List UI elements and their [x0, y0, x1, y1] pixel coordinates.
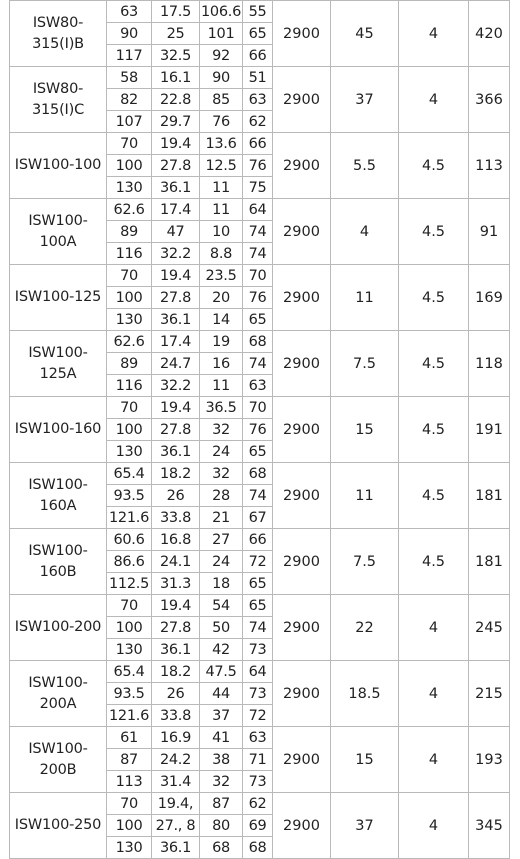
flow-ls-cell: 17.4 [152, 331, 200, 353]
efficiency-cell: 74 [243, 221, 273, 243]
head-cell: 37 [200, 705, 243, 727]
flow-m3h-cell: 93.5 [107, 485, 152, 507]
power-cell: 7.5 [331, 529, 399, 595]
head-cell: 28 [200, 485, 243, 507]
weight-cell: 113 [469, 133, 510, 199]
efficiency-cell: 70 [243, 397, 273, 419]
efficiency-cell: 66 [243, 133, 273, 155]
head-cell: 50 [200, 617, 243, 639]
efficiency-cell: 73 [243, 683, 273, 705]
head-cell: 24 [200, 551, 243, 573]
flow-ls-cell: 19.4, [152, 793, 200, 815]
efficiency-cell: 70 [243, 265, 273, 287]
flow-ls-cell: 32.5 [152, 45, 200, 67]
speed-cell: 2900 [273, 133, 331, 199]
flow-m3h-cell: 70 [107, 133, 152, 155]
flow-m3h-cell: 100 [107, 155, 152, 177]
table-row [10, 265, 510, 287]
flow-ls-cell: 36.1 [152, 177, 200, 199]
head-cell: 32 [200, 771, 243, 793]
table-row [10, 67, 510, 89]
weight-cell: 420 [469, 1, 510, 67]
flow-ls-cell: 17.4 [152, 199, 200, 221]
efficiency-cell: 62 [243, 111, 273, 133]
head-cell: 76 [200, 111, 243, 133]
npsh-cell: 4.5 [399, 331, 469, 397]
flow-ls-cell: 27.8 [152, 155, 200, 177]
power-cell: 45 [331, 1, 399, 67]
flow-m3h-cell: 65.4 [107, 463, 152, 485]
head-cell: 85 [200, 89, 243, 111]
spec-table-container [9, 0, 510, 859]
flow-ls-cell: 16.8 [152, 529, 200, 551]
head-cell: 41 [200, 727, 243, 749]
head-cell: 11 [200, 177, 243, 199]
flow-ls-cell: 31.3 [152, 573, 200, 595]
efficiency-cell: 62 [243, 793, 273, 815]
efficiency-cell: 76 [243, 287, 273, 309]
speed-cell: 2900 [273, 529, 331, 595]
efficiency-cell: 65 [243, 23, 273, 45]
power-cell: 4 [331, 199, 399, 265]
efficiency-cell: 63 [243, 375, 273, 397]
flow-m3h-cell: 58 [107, 67, 152, 89]
head-cell: 12.5 [200, 155, 243, 177]
speed-cell: 2900 [273, 661, 331, 727]
efficiency-cell: 64 [243, 661, 273, 683]
table-row [10, 133, 510, 155]
model-cell: ISW100-125A [10, 331, 107, 397]
head-cell: 87 [200, 793, 243, 815]
head-cell: 47.5 [200, 661, 243, 683]
power-cell: 11 [331, 265, 399, 331]
efficiency-cell: 69 [243, 815, 273, 837]
efficiency-cell: 73 [243, 639, 273, 661]
efficiency-cell: 68 [243, 463, 273, 485]
flow-m3h-cell: 61 [107, 727, 152, 749]
efficiency-cell: 51 [243, 67, 273, 89]
flow-ls-cell: 24.7 [152, 353, 200, 375]
flow-ls-cell: 19.4 [152, 397, 200, 419]
flow-m3h-cell: 100 [107, 287, 152, 309]
flow-m3h-cell: 86.6 [107, 551, 152, 573]
table-row [10, 397, 510, 419]
flow-ls-cell: 18.2 [152, 463, 200, 485]
head-cell: 27 [200, 529, 243, 551]
head-cell: 92 [200, 45, 243, 67]
head-cell: 10 [200, 221, 243, 243]
table-row [10, 1, 510, 23]
model-cell: ISW100-160 [10, 397, 107, 463]
head-cell: 101 [200, 23, 243, 45]
flow-m3h-cell: 65.4 [107, 661, 152, 683]
table-row [10, 529, 510, 551]
npsh-cell: 4 [399, 1, 469, 67]
head-cell: 90 [200, 67, 243, 89]
table-row [10, 661, 510, 683]
head-cell: 54 [200, 595, 243, 617]
flow-m3h-cell: 112.5 [107, 573, 152, 595]
flow-ls-cell: 24.2 [152, 749, 200, 771]
efficiency-cell: 73 [243, 771, 273, 793]
head-cell: 23.5 [200, 265, 243, 287]
flow-m3h-cell: 130 [107, 177, 152, 199]
table-row [10, 199, 510, 221]
model-cell: ISW100-200A [10, 661, 107, 727]
npsh-cell: 4.5 [399, 463, 469, 529]
flow-m3h-cell: 130 [107, 837, 152, 859]
flow-m3h-cell: 107 [107, 111, 152, 133]
head-cell: 32 [200, 463, 243, 485]
efficiency-cell: 71 [243, 749, 273, 771]
head-cell: 8.8 [200, 243, 243, 265]
efficiency-cell: 72 [243, 551, 273, 573]
head-cell: 11 [200, 375, 243, 397]
power-cell: 15 [331, 727, 399, 793]
power-cell: 18.5 [331, 661, 399, 727]
head-cell: 13.6 [200, 133, 243, 155]
head-cell: 18 [200, 573, 243, 595]
efficiency-cell: 65 [243, 573, 273, 595]
efficiency-cell: 66 [243, 45, 273, 67]
head-cell: 19 [200, 331, 243, 353]
efficiency-cell: 65 [243, 441, 273, 463]
flow-m3h-cell: 116 [107, 243, 152, 265]
head-cell: 14 [200, 309, 243, 331]
flow-m3h-cell: 100 [107, 419, 152, 441]
flow-m3h-cell: 121.6 [107, 507, 152, 529]
head-cell: 68 [200, 837, 243, 859]
head-cell: 20 [200, 287, 243, 309]
flow-m3h-cell: 100 [107, 617, 152, 639]
flow-ls-cell: 47 [152, 221, 200, 243]
speed-cell: 2900 [273, 331, 331, 397]
speed-cell: 2900 [273, 463, 331, 529]
flow-m3h-cell: 90 [107, 23, 152, 45]
head-cell: 16 [200, 353, 243, 375]
power-cell: 11 [331, 463, 399, 529]
weight-cell: 118 [469, 331, 510, 397]
table-row [10, 793, 510, 815]
flow-ls-cell: 27.8 [152, 419, 200, 441]
flow-m3h-cell: 100 [107, 815, 152, 837]
weight-cell: 366 [469, 67, 510, 133]
model-cell: ISW100-250 [10, 793, 107, 859]
head-cell: 106.6 [200, 1, 243, 23]
flow-ls-cell: 25 [152, 23, 200, 45]
flow-ls-cell: 27.8 [152, 617, 200, 639]
efficiency-cell: 72 [243, 705, 273, 727]
model-cell: ISW100-160B [10, 529, 107, 595]
flow-m3h-cell: 63 [107, 1, 152, 23]
npsh-cell: 4.5 [399, 199, 469, 265]
weight-cell: 191 [469, 397, 510, 463]
flow-m3h-cell: 130 [107, 441, 152, 463]
speed-cell: 2900 [273, 793, 331, 859]
head-cell: 11 [200, 199, 243, 221]
flow-ls-cell: 27., 8 [152, 815, 200, 837]
weight-cell: 181 [469, 463, 510, 529]
flow-ls-cell: 27.8 [152, 287, 200, 309]
flow-ls-cell: 32.2 [152, 375, 200, 397]
flow-m3h-cell: 70 [107, 793, 152, 815]
flow-ls-cell: 32.2 [152, 243, 200, 265]
table-row [10, 595, 510, 617]
power-cell: 7.5 [331, 331, 399, 397]
npsh-cell: 4 [399, 727, 469, 793]
flow-ls-cell: 36.1 [152, 639, 200, 661]
flow-m3h-cell: 121.6 [107, 705, 152, 727]
flow-m3h-cell: 117 [107, 45, 152, 67]
efficiency-cell: 66 [243, 529, 273, 551]
flow-ls-cell: 26 [152, 485, 200, 507]
power-cell: 15 [331, 397, 399, 463]
spec-table-body [10, 1, 510, 859]
flow-m3h-cell: 70 [107, 265, 152, 287]
flow-m3h-cell: 89 [107, 353, 152, 375]
weight-cell: 345 [469, 793, 510, 859]
power-cell: 5.5 [331, 133, 399, 199]
flow-ls-cell: 31.4 [152, 771, 200, 793]
table-row [10, 463, 510, 485]
flow-ls-cell: 16.9 [152, 727, 200, 749]
model-cell: ISW80-315(I)B [10, 1, 107, 67]
power-cell: 37 [331, 793, 399, 859]
flow-m3h-cell: 62.6 [107, 331, 152, 353]
power-cell: 22 [331, 595, 399, 661]
efficiency-cell: 55 [243, 1, 273, 23]
flow-m3h-cell: 70 [107, 595, 152, 617]
flow-ls-cell: 33.8 [152, 705, 200, 727]
model-cell: ISW100-125 [10, 265, 107, 331]
efficiency-cell: 68 [243, 837, 273, 859]
flow-ls-cell: 17.5 [152, 1, 200, 23]
flow-m3h-cell: 116 [107, 375, 152, 397]
efficiency-cell: 65 [243, 595, 273, 617]
flow-ls-cell: 19.4 [152, 265, 200, 287]
npsh-cell: 4.5 [399, 397, 469, 463]
efficiency-cell: 63 [243, 727, 273, 749]
efficiency-cell: 74 [243, 485, 273, 507]
flow-ls-cell: 19.4 [152, 133, 200, 155]
model-cell: ISW80-315(I)C [10, 67, 107, 133]
npsh-cell: 4 [399, 661, 469, 727]
efficiency-cell: 74 [243, 353, 273, 375]
npsh-cell: 4 [399, 67, 469, 133]
npsh-cell: 4.5 [399, 133, 469, 199]
model-cell: ISW100-200B [10, 727, 107, 793]
power-cell: 37 [331, 67, 399, 133]
pump-spec-table [9, 0, 510, 859]
efficiency-cell: 67 [243, 507, 273, 529]
weight-cell: 215 [469, 661, 510, 727]
flow-ls-cell: 33.8 [152, 507, 200, 529]
table-row [10, 727, 510, 749]
flow-ls-cell: 29.7 [152, 111, 200, 133]
flow-m3h-cell: 82 [107, 89, 152, 111]
head-cell: 32 [200, 419, 243, 441]
speed-cell: 2900 [273, 199, 331, 265]
flow-ls-cell: 26 [152, 683, 200, 705]
flow-m3h-cell: 89 [107, 221, 152, 243]
efficiency-cell: 63 [243, 89, 273, 111]
speed-cell: 2900 [273, 397, 331, 463]
head-cell: 21 [200, 507, 243, 529]
flow-ls-cell: 36.1 [152, 837, 200, 859]
speed-cell: 2900 [273, 595, 331, 661]
speed-cell: 2900 [273, 67, 331, 133]
weight-cell: 181 [469, 529, 510, 595]
flow-ls-cell: 22.8 [152, 89, 200, 111]
flow-ls-cell: 19.4 [152, 595, 200, 617]
flow-m3h-cell: 130 [107, 639, 152, 661]
flow-ls-cell: 18.2 [152, 661, 200, 683]
flow-m3h-cell: 113 [107, 771, 152, 793]
flow-m3h-cell: 93.5 [107, 683, 152, 705]
model-cell: ISW100-100 [10, 133, 107, 199]
head-cell: 80 [200, 815, 243, 837]
flow-ls-cell: 24.1 [152, 551, 200, 573]
efficiency-cell: 76 [243, 419, 273, 441]
npsh-cell: 4.5 [399, 529, 469, 595]
head-cell: 42 [200, 639, 243, 661]
npsh-cell: 4.5 [399, 265, 469, 331]
weight-cell: 91 [469, 199, 510, 265]
head-cell: 38 [200, 749, 243, 771]
flow-ls-cell: 36.1 [152, 441, 200, 463]
head-cell: 36.5 [200, 397, 243, 419]
flow-m3h-cell: 60.6 [107, 529, 152, 551]
head-cell: 44 [200, 683, 243, 705]
efficiency-cell: 65 [243, 309, 273, 331]
efficiency-cell: 74 [243, 617, 273, 639]
npsh-cell: 4 [399, 595, 469, 661]
flow-ls-cell: 16.1 [152, 67, 200, 89]
efficiency-cell: 76 [243, 155, 273, 177]
model-cell: ISW100-200 [10, 595, 107, 661]
efficiency-cell: 68 [243, 331, 273, 353]
model-cell: ISW100-100A [10, 199, 107, 265]
flow-m3h-cell: 62.6 [107, 199, 152, 221]
efficiency-cell: 75 [243, 177, 273, 199]
speed-cell: 2900 [273, 1, 331, 67]
table-row [10, 331, 510, 353]
flow-m3h-cell: 130 [107, 309, 152, 331]
flow-m3h-cell: 70 [107, 397, 152, 419]
weight-cell: 245 [469, 595, 510, 661]
model-cell: ISW100-160A [10, 463, 107, 529]
efficiency-cell: 64 [243, 199, 273, 221]
weight-cell: 169 [469, 265, 510, 331]
weight-cell: 193 [469, 727, 510, 793]
efficiency-cell: 74 [243, 243, 273, 265]
npsh-cell: 4 [399, 793, 469, 859]
flow-ls-cell: 36.1 [152, 309, 200, 331]
flow-m3h-cell: 87 [107, 749, 152, 771]
head-cell: 24 [200, 441, 243, 463]
speed-cell: 2900 [273, 265, 331, 331]
speed-cell: 2900 [273, 727, 331, 793]
